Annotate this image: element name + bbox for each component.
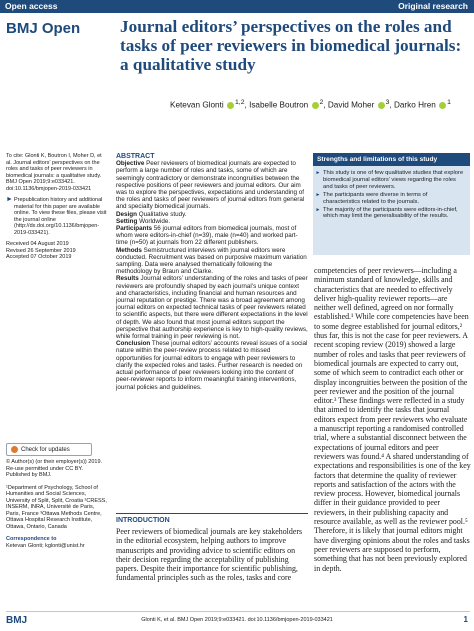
citation-info: To cite: Glonti K, Boutron I, Moher D, et al. Journal editors’ perspectives on the roles and tasks of peer reviewers in biomedical journals: a qualitative study. BMJ Open 2019;9:e033421. doi:10.1136/bmjopen-2019-033421 [6, 153, 102, 192]
received-date: Received 04 August 2019 [6, 241, 69, 247]
abstract-setting [116, 218, 308, 225]
abstract [116, 153, 308, 391]
list-item-text: The participants were diverse in terms of characteristics related to the journals. [323, 191, 428, 205]
accepted-date: Accepted 07 October 2019 [6, 254, 72, 260]
body-paragraph: competencies of peer reviewers—including a minimum standard of knowledge, skills and characteristics that are needed to effectively deliver high-quality reviewer reports—are neither well defined, agreed on nor formally established.¹ While core competencies have been to some degree established for journal editors,² thus far, this is not the case for peer reviewers. A recent scoping review (2019) showed a large number of roles and tasks that peer reviewers of biomedical journals are expected to carry out, some of which seem to contradict each other or display incongruities between the position of the peer reviewer and the position of the journal editor.³ These findings were reflected in a study that aimed to identify the tasks that journal editors expect from peer reviewers who evaluate a manuscript reporting a randomised controlled trial, where a substantial disconnect between the expectations of journal editors and peer reviewers was found.⁴ A shared understanding of expectations and responsibilities is one of the key factors that determine the quality of reviewer reports and satisfaction of the actors with the review process. However, biomedical journals differ in their guidance provided to peer reviewers, in their publishing capacity and resource available, as well as the reviewer pool.⁵ Therefore, it is likely that journal editors might have diverging opinions about the roles and tasks peer reviewers are supposed to perform, something that has not been previously explored in depth. [314, 266, 471, 573]
section-text: Journal editors’ understanding of the roles and tasks of peer reviewers are profoundly shaped by each journal’s unique context and characteristics, including financial and human resources and journal reputation or prestige. There was a broad agreement among journal editors on expected technical tasks of peer reviewers related to scientific aspects, but there were different expectations in the level of depth. We also found that most journal editors support the perspective that authorship experience is key to high-quality reviews, while formal training in peer reviewing is not. [116, 275, 308, 341]
author-affiliation: 1,2 [235, 99, 245, 106]
author-affiliation: 1 [447, 99, 451, 106]
abstract-methods [116, 247, 308, 276]
author-name: Ketevan Glonti [170, 100, 224, 110]
top-banner [0, 0, 474, 13]
strengths-heading: Strengths and limitations of this study [313, 153, 470, 166]
footer-citation: Glonti K, et al. BMJ Open 2019;9:e033421. doi:10.1136/bmjopen-2019-033421 [141, 617, 333, 623]
correspondence-heading: Correspondence to [6, 536, 57, 542]
article-title: Journal editors’ perspectives on the roles and tasks of peer reviewers in biomedical journals: a qualitative study [120, 17, 462, 74]
revised-date: Revised 26 September 2019 [6, 247, 76, 254]
open-access-label: Open access [5, 1, 58, 11]
journal-logo: BMJ Open [6, 20, 81, 37]
author-separator: , [244, 100, 250, 110]
abstract-heading: ABSTRACT [116, 153, 155, 160]
author-affiliation: 3 [385, 99, 390, 106]
section-text: Worldwide. [137, 217, 171, 225]
author-affiliation: 2 [319, 99, 324, 106]
section-divider [116, 513, 308, 514]
introduction-section [116, 517, 308, 583]
section-text: Semistructured interviews with journal editors were conducted. Recruitment was based on purposive maximum variation sampling. Data were analysed thematically following the methodology by Braun and Clarke. [116, 246, 307, 276]
list-item [313, 207, 465, 221]
abstract-participants [116, 225, 308, 247]
bullet-icon: ► [315, 206, 321, 213]
list-item-text: This study is one of few qualitative studies that explore biomedical journal editors’ views regarding the roles and tasks of peer reviewers. [323, 170, 464, 190]
author-name: Isabelle Boutron [249, 100, 309, 110]
author-name: David Moher [327, 100, 375, 110]
article-type-label: Original research [398, 1, 468, 11]
footer-divider [6, 611, 470, 612]
section-text: 56 journal editors from biomedical journals, most of whom were editors-in-chief (n=39), male (n=40) and worked part-time (n=50) at journals from 22 different publishers. [116, 225, 298, 247]
list-item [313, 170, 465, 191]
bullet-icon: ► [315, 170, 321, 176]
abstract-objective [116, 160, 308, 210]
author-separator: , [389, 100, 394, 110]
section-label: Objective [116, 160, 145, 168]
page-number: 1 [463, 615, 468, 624]
orcid-icon[interactable] [312, 102, 319, 109]
section-label: Results [116, 275, 139, 283]
correspondence-contact[interactable]: Ketevan Glonti; kglonti@unist.hr [6, 542, 85, 549]
license-text: © Author(s) (or their employer(s)) 2019. Re-use permitted under CC BY. Published by BMJ. [6, 459, 103, 478]
check-for-updates-label: Check for updates [21, 447, 70, 453]
section-label: Design [116, 210, 137, 218]
license-and-affiliations [6, 459, 108, 549]
section-label: Conclusion [116, 340, 151, 348]
list-item-text: The majority of the participants were editors-in-chief, which may limit the generalisability of the results. [323, 206, 458, 220]
abstract-design [116, 211, 308, 218]
list-item [313, 192, 465, 206]
affiliations: ¹Department of Psychology, School of Humanities and Social Sciences, University of Split, Split, Croatia ²CRESS, INSERM, INRA, Université de Paris, Paris, France ³Ottawa Methods Centre, Ottawa Hospital Research Institute, Ottawa, Ontario, Canada [6, 484, 107, 530]
orcid-icon[interactable] [227, 102, 234, 109]
orcid-icon[interactable] [439, 102, 446, 109]
prepublication-note [6, 197, 108, 236]
info-arrow-icon: ► [6, 196, 13, 203]
abstract-results [116, 275, 308, 340]
author-name: Darko Hren [393, 100, 436, 110]
introduction-heading: INTRODUCTION [116, 517, 170, 524]
body-text-column [314, 266, 471, 573]
abstract-conclusion [116, 340, 308, 390]
article-info-sidebar [6, 153, 108, 266]
section-label: Setting [116, 217, 138, 225]
author-separator: , [323, 100, 328, 110]
orcid-icon[interactable] [378, 102, 385, 109]
bmj-logo: BMJ [6, 615, 28, 626]
section-text: Peer reviewers of biomedical journals are expected to perform a large number of roles and tasks, some of which are seemingly contradictory or demonstrate incongruities between the respective positions of peer reviewers and journal editors. Our aim was to explore the perspectives, expectations and understanding of the roles and tasks of peer reviewers of journal editors from general and specialty biomedical journals. [116, 160, 305, 211]
article-dates [6, 241, 108, 261]
section-text: Qualitative study. [137, 210, 187, 218]
bullet-icon: ► [315, 191, 321, 198]
updates-icon [11, 446, 18, 453]
check-for-updates-button[interactable] [6, 443, 92, 456]
section-text: These journal editors’ accounts reveal issues of a social nature within the peer-review process related to missed opportunities for journal editors to engage with peer reviewers to clarify the expected roles and tasks. Further research is needed on actual performance of peer reviewers looking into the content of peer-reviewer reports to inform meaningful training interventions, journal policies and guidelines. [116, 340, 308, 391]
section-label: Participants [116, 225, 153, 233]
prepublication-text[interactable]: Prepublication history and additional material for this paper are available online. To view these files, please visit the journal online (http://dx.doi.org/10.1136/bmjopen-2019-033421). [14, 197, 107, 236]
introduction-text: Peer reviewers of biomedical journals are key stakeholders in the editorial ecosystem, helping authors to improve manuscripts and providing advice to scientific editors on their decision regarding the acceptability of publishing papers. Despite their importance for scientific publishing, fundamental principles such as the roles, tasks and core [116, 527, 303, 583]
strengths-limitations-box [313, 153, 470, 255]
section-label: Methods [116, 246, 142, 254]
strengths-list [313, 170, 470, 220]
author-list [170, 99, 470, 110]
